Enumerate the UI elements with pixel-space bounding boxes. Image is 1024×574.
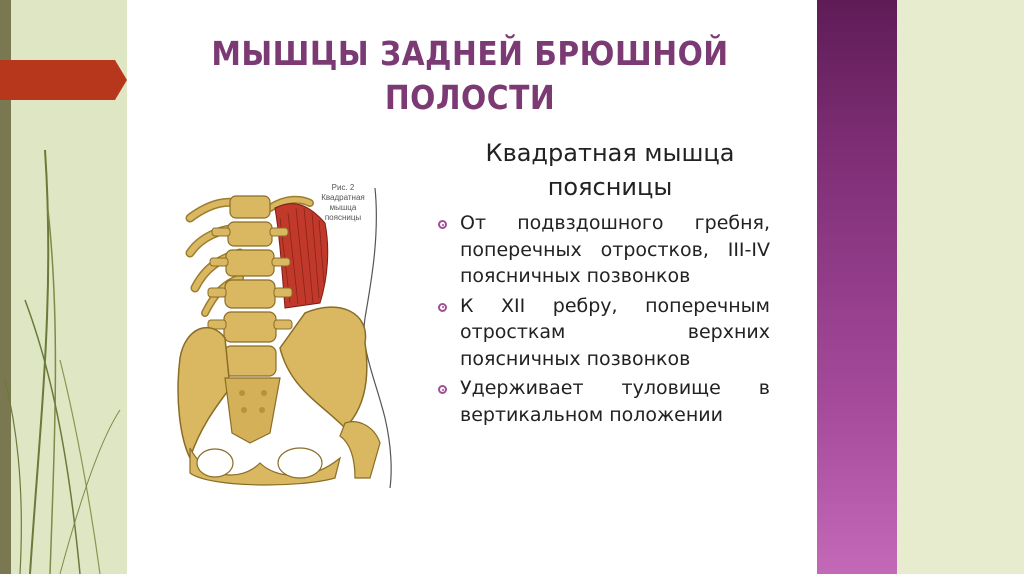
left-decor-panel — [0, 0, 127, 574]
bullet-list — [438, 210, 770, 431]
bullet-text: От подвздошного гребня, поперечных отростков, III-IV поясничных позвонков — [460, 212, 770, 287]
slide-title: МЫШЦЫ ЗАДНЕЙ БРЮШНОЙ ПОЛОСТИ — [211, 34, 729, 117]
lumbar-anatomy-illustration — [170, 178, 410, 488]
figure-caption-line: поясницы — [324, 213, 362, 222]
figure-caption — [308, 183, 378, 223]
ribbon-arrow-decoration — [0, 60, 127, 100]
bullet-item-insertion — [438, 293, 770, 373]
bullet-circle-icon — [438, 385, 447, 394]
bullet-circle-icon — [438, 220, 447, 229]
right-decor-panel — [897, 0, 1024, 574]
bullet-text: Удерживает туловище в вертикальном положении — [460, 377, 770, 426]
purple-accent-bar — [817, 0, 897, 574]
slide-subtitle: Квадратная мышца поясницы — [485, 139, 735, 201]
bullet-item-origin — [438, 210, 770, 290]
bullet-text: К XII ребру, поперечным отросткам верхних поясничных позвонков — [460, 294, 770, 370]
bullet-item-function — [438, 375, 770, 428]
figure-caption-line: Рис. 2 — [331, 183, 355, 192]
bullet-circle-icon — [438, 303, 447, 312]
figure-caption-line: Квадратная мышца — [321, 193, 365, 212]
